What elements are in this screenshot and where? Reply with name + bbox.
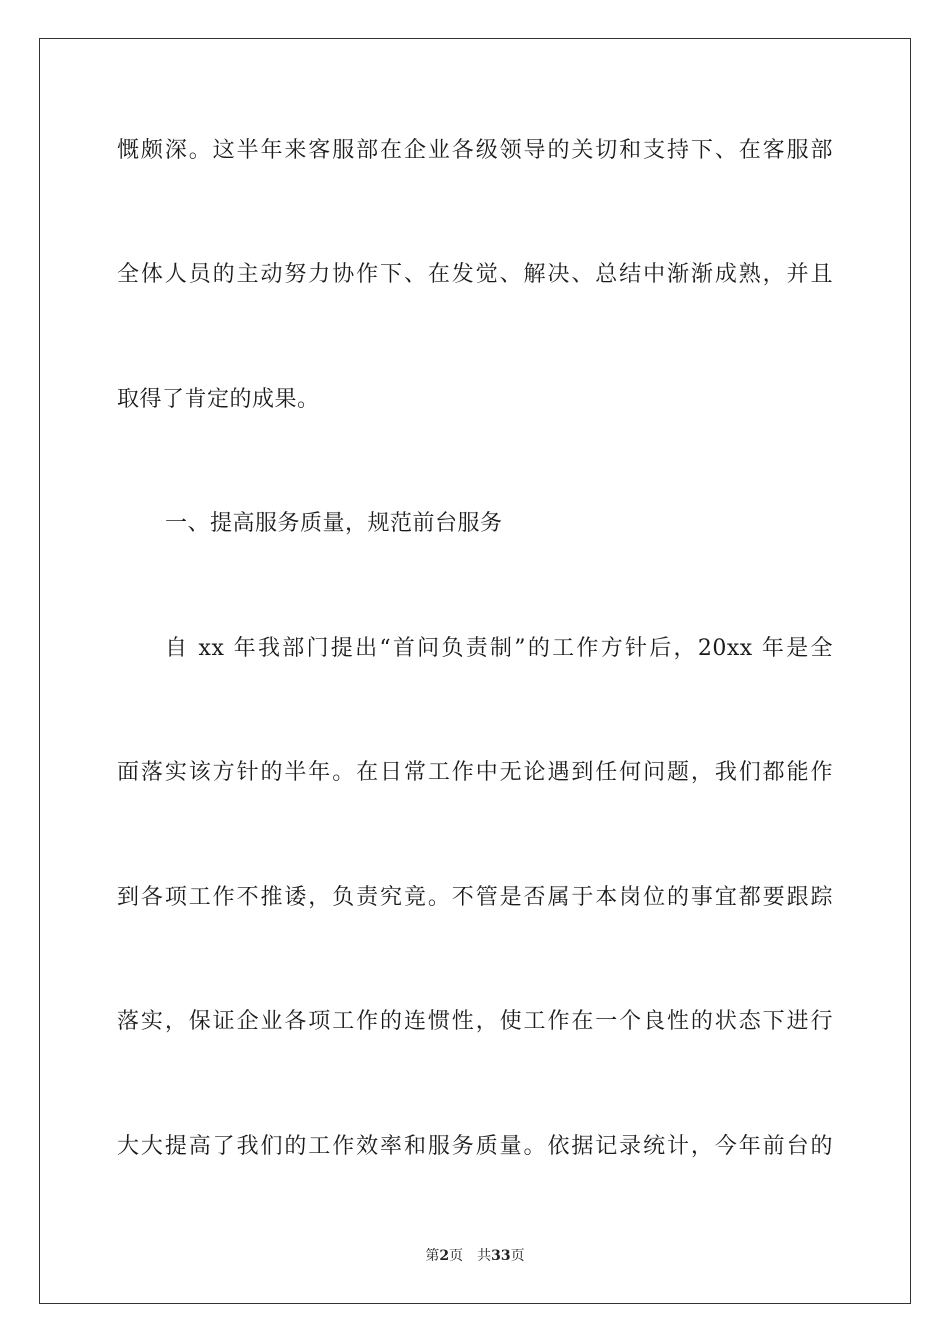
- page-border: [39, 38, 911, 1304]
- footer-total-suffix: 页: [510, 1248, 525, 1264]
- footer-total-prefix: 共: [477, 1248, 492, 1264]
- footer-page-number: 2: [439, 1248, 450, 1264]
- footer-total-pages: 33: [491, 1248, 511, 1264]
- body-line-5: 自 xx 年我部门提出“首问负责制”的工作方针后，20xx 年是全: [165, 636, 833, 661]
- section-heading: 一、提高服务质量，规范前台服务: [165, 511, 503, 536]
- footer-page-suffix: 页: [449, 1248, 464, 1264]
- page-footer: [0, 1246, 950, 1266]
- footer-page-prefix: 第: [425, 1248, 440, 1264]
- body-line-1: 慨颇深。这半年来客服部在企业各级领导的关切和支持下、在客服部: [117, 138, 833, 163]
- body-line-7: 到各项工作不推诿，负责究竟。不管是否属于本岗位的事宜都要跟踪: [117, 885, 833, 910]
- body-line-3: 取得了肯定的成果。: [117, 387, 320, 412]
- body-line-6: 面落实该方针的半年。在日常工作中无论遇到任何问题，我们都能作: [117, 760, 833, 785]
- body-line-2: 全体人员的主动努力协作下、在发觉、解决、总结中渐渐成熟，并且: [117, 262, 833, 287]
- body-line-8: 落实，保证企业各项工作的连惯性，使工作在一个良性的状态下进行: [117, 1009, 833, 1034]
- body-line-9: 大大提高了我们的工作效率和服务质量。依据记录统计，今年前台的: [117, 1134, 833, 1159]
